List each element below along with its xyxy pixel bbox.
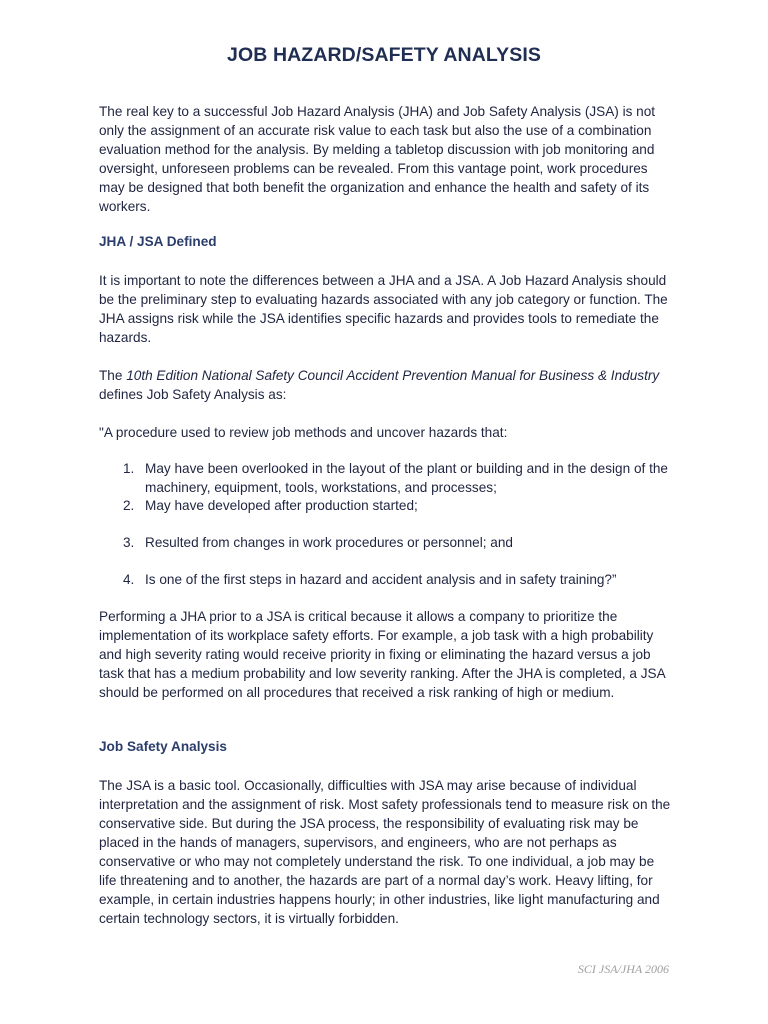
list-item xyxy=(99,570,671,589)
list-item xyxy=(99,533,671,552)
definition-paragraph: It is important to note the differences between a JHA and a JSA. A Job Hazard Analysis should be the preliminary step to evaluating hazards associated with any job category or function. The JHA assigns risk while the JSA identifies specific hazards and provides tools to remediate the hazards. xyxy=(99,273,668,345)
list-item-number: 2. xyxy=(123,498,135,513)
list-item-number: 3. xyxy=(123,535,135,550)
list-item-text: Resulted from changes in work procedures or personnel; and xyxy=(145,535,513,550)
list-item-text: May have been overlooked in the layout of the plant or building and in the design of the machinery, equipment, tools, workstations, and processes; xyxy=(145,461,668,495)
section-heading-jha-jsa-defined: JHA / JSA Defined xyxy=(99,234,217,249)
source-citation-paragraph xyxy=(99,366,671,404)
source-title: 10th Edition National Safety Council Accident Prevention Manual for Business & Industry xyxy=(126,368,660,383)
priority-paragraph: Performing a JHA prior to a JSA is critical because it allows a company to prioritize the implementation of its workplace safety efforts. For example, a job task with a high probability and high severity rating would receive priority in fixing or eliminating the hazard versus a job task that has a medium probability and low severity ranking. After the JHA is completed, a JSA should be performed on all procedures that received a risk ranking of high or medium. xyxy=(99,609,665,700)
jsa-paragraph: The JSA is a basic tool. Occasionally, difficulties with JSA may arise because of individual interpretation and the assignment of risk. Most safety professionals tend to measure risk on the conservative side. But during the JSA process, the responsibility of evaluating risk may be placed in the hands of managers, supervisors, and engineers, who are not perhaps as conservative or who may not completely understand the risk. To one individual, a job may be life threatening and to another, the hazards are part of a normal day’s work. Heavy lifting, for example, in certain industries happens hourly; in other industries, like light manufacturing and certain technology sectors, it is virtually forbidden. xyxy=(99,778,671,926)
source-prefix: The xyxy=(99,368,127,383)
list-item xyxy=(99,496,671,515)
quote-intro: "A procedure used to review job methods and uncover hazards that: xyxy=(99,425,508,440)
list-item-number: 1. xyxy=(123,461,135,476)
footer-watermark: SCI JSA/JHA 2006 xyxy=(577,962,669,976)
section-heading-job-safety-analysis: Job Safety Analysis xyxy=(99,739,227,754)
list-item-number: 4. xyxy=(123,572,135,587)
document-title: JOB HAZARD/SAFETY ANALYSIS xyxy=(227,44,541,66)
intro-paragraph: The real key to a successful Job Hazard Analysis (JHA) and Job Safety Analysis (JSA) is not only the assignment of an accurate risk value to each task but also the use of a combination evaluation method for the analysis. By melding a tabletop discussion with job monitoring and oversight, unforeseen problems can be revealed. From this vantage point, work procedures may be designed that both benefit the organization and enhance the health and safety of its workers. xyxy=(99,104,656,214)
list-item-text: May have developed after production started; xyxy=(145,498,418,513)
source-suffix: defines Job Safety Analysis as: xyxy=(99,387,287,402)
list-item xyxy=(99,459,671,497)
list-item-text: Is one of the first steps in hazard and accident analysis and in safety training?” xyxy=(145,572,617,587)
